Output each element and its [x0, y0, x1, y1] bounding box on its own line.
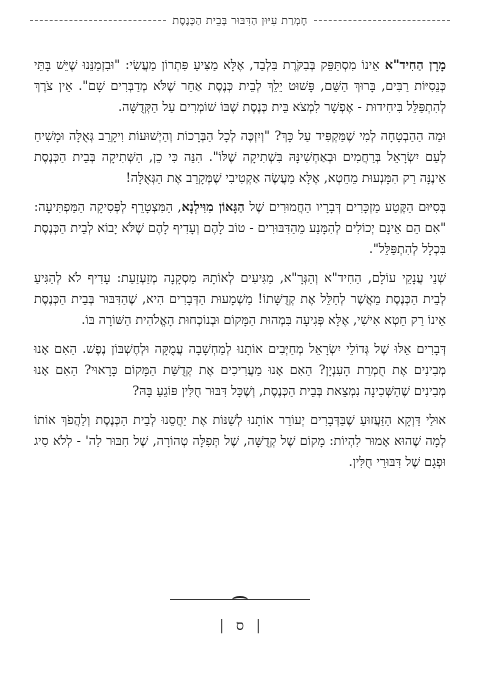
- page-number: |ס|: [219, 618, 261, 634]
- paragraph-6-text: אוּלַי דַּוְקָא הַזַּעֲזוּעַ שֶׁבַּדְּבָרִים יְעוֹרֵר אוֹתָנוּ לְשַׁנּוֹת אֶת יַחֲסֵנוּ לְבֵית הַכְּנֶסֶת וְלַהֲפֹךְ אוֹתוֹ לְמָה שֶׁהוּא אָמוּר לִהְיוֹת: מָקוֹם שֶׁל קְדֻשָּׁה, שֶׁל תְּפִלָּה טְהוֹרָה, שֶׁל חִבּוּר לַה' - לְלֹא סִיג וּפְגָם שֶׁל דִּבּוּרֵי חֻלִּין.: [34, 412, 446, 469]
- paragraph-3-text: , הַמִּצְטָרֵף לְפְּסִיקָה הַמַּפְתִּיעָה: "אִם הֵם אֵינָם יְכוֹלִים לְהִמָּנַע מֵהַדִּבּוּרִים - טוֹב לָהֶם וְעָדִיף לָהֶם שֶׁלֹּא יָבוֹא לְבֵית הַכְּנֶסֶת בִּכְלָל לְהִתְפַּלֵּל".: [34, 199, 446, 256]
- paragraph-2-text: וּמַה הַהַבְטָחָה לְמִי שֶׁמַּקְפִּיד עַל כָּךְ? "וְיִזְכֶּה לְכָל הַבְּרָכוֹת וְהַיְשׁוּעוֹת וִיקָרֵב גְּאֻלָּה וּמָשִׁיחַ לְעַם יִשְׂרָאֵל בְּרַחֲמִים וּבְאַחְשִׁינָּהּ בִּשְׁתִיקָה שֶׁלּוֹ". הִנֵּה כִּי כֵן, הַשְּׁתִיקָה בְּבֵית הַכְּנֶסֶת אֵינֶנָּה רַק הִמָּנְעוּת מֵחֵטְא, אֶלָּא מַעֲשֶׂה אַקְטִיבִי שֶׁמְּקָרֵב אֶת הַגְּאֻלָּה!: [34, 128, 446, 185]
- paragraph-1-text: אֵינוֹ מִסְתַּפֵּק בְּבִקֹּרֶת בִּלְבַד, אֶלָּא מַצִּיעַ פִּתְרוֹן מַעֲשִׂי: "וּבִזְמַנֵּנוּ שֶׁיֵּשׁ בָּתֵּי כְּנֵסִיּוֹת רַבִּים, בָּרוּךְ הַשֵּׁם, פָּשׁוּט יֵלֵךְ לְבֵית כְּנֶסֶת אַחֵר שֶׁלֹּא מְדַבְּרִים שָׁם". אֵין צֹרֶךְ לְהִתְפַּלֵּל בִּיחִידוּת - אֶפְשָׁר לִמְצֹא בֵּית כְּנֶסֶת שֶׁבּוֹ שׁוֹמְרִים עַל הַקְּדֻשָּׁה.: [34, 57, 446, 114]
- paragraph-6: [34, 409, 446, 472]
- paragraph-3: [34, 196, 446, 259]
- body-text: [34, 54, 446, 480]
- header-rule-right: [314, 20, 450, 21]
- paragraph-1-bold: מָרָן הַחִיד"א: [384, 57, 446, 72]
- ornamental-divider: [170, 595, 310, 605]
- paragraph-5-text: דְּבָרִים אֵלּוּ שֶׁל גְּדוֹלֵי יִשְׂרָאֵל מְחַיְּבִים אוֹתָנוּ לְמַחְשָׁבָה עֲמֻקָּה וּלְחֶשְׁבּוֹן נֶפֶשׁ. הַאִם אָנוּ מְבִינִים אֶת חֻמְרַת הָעִנְיָן? הַאִם אָנוּ מַעֲרִיכִים אֶת קְדֻשַּׁת הַמָּקוֹם כָּרָאוּי? הַאִם אָנוּ מְבִינִים שֶׁהַשְּׁכִינָה נִמְצֵאת בְּבֵית הַכְּנֶסֶת, וְשֶׁכָּל דִּבּוּר חֻלִּין פּוֹגֵעַ בָּהּ?: [34, 341, 446, 398]
- paragraph-3-bold: הַגָּאוֹן מִוִּילְנָא: [181, 199, 245, 214]
- page-number-value: ס: [236, 618, 244, 634]
- paragraph-4-text: שְׁנֵי עֲנָקֵי עוֹלָם, הַחִיד"א וְהַגְּרָ"א, מַגִּיעִים לְאוֹתָהּ מַסְקָנָה מְזַעְזַעַת: עָדִיף לֹא לְהַגִּיעַ לְבֵית הַכְּנֶסֶת מֵאֲשֶׁר לְחַלֵּל אֶת קְדֻשָּׁתוֹ! מַשְׁמָעוּת הַדְּבָרִים הִיא, שֶׁהַדִּבּוּר בְּבֵית הַכְּנֶסֶת אֵינוֹ רַק חֵטְא אִישִׁי, אֶלָּא פְּגִיעָה בִּמְהוּת הַמָּקוֹם וּבְנוֹכְחוּת הָאֱלֹהִית הַשּׁוֹרָה בּוֹ.: [34, 270, 446, 327]
- paragraph-3-lead: בְּסִיּוּם הַקֶּטַע מַזְכָּרִים דְּבָרָיו הַחֲמוּרִים שֶׁל: [244, 199, 446, 214]
- paragraph-5: [34, 338, 446, 401]
- paragraph-4: [34, 267, 446, 330]
- header-title: חֶמְרַת עִיּוּן הַדִּבּוּר בְּבֵית הַכְּנֶסֶת: [172, 13, 308, 27]
- divider-ornament-icon: [232, 596, 248, 604]
- paragraph-2: [34, 125, 446, 188]
- paragraph-1: [34, 54, 446, 117]
- running-header: [30, 10, 450, 30]
- header-rule-left: [30, 20, 166, 21]
